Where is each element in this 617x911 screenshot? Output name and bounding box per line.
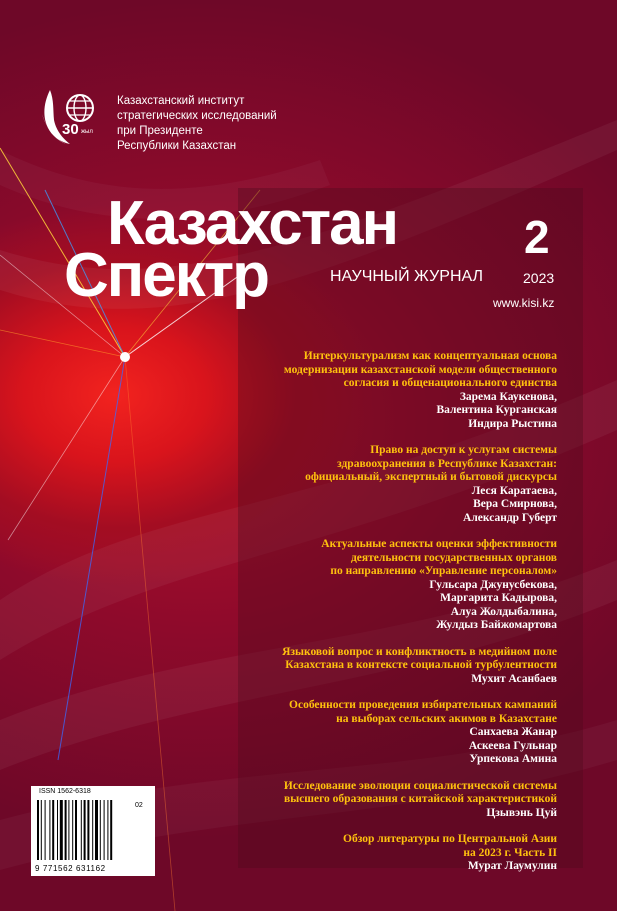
toc-author: Зарема Каукенова,	[459, 390, 557, 403]
toc-title-line: здравоохранения в Республике Казахстан:	[337, 457, 557, 470]
toc-author: Жулдыз Байжомартова	[436, 619, 557, 631]
toc-entry	[227, 699, 557, 767]
toc-author: Цзывэнь Цуй	[486, 806, 557, 819]
toc-title-line: Актуальные аспекты оценки эффективности	[321, 538, 557, 550]
barcode-digits: 9 771562 631162	[35, 864, 106, 873]
issn-barcode	[31, 786, 155, 876]
toc-title-line: на выборах сельских акимов в Казахстане	[336, 712, 557, 725]
barcode-bar	[100, 800, 101, 860]
globe-eagle-emblem-icon	[40, 88, 102, 150]
barcode-bar	[68, 800, 69, 860]
barcode-bar	[107, 800, 108, 860]
toc-entry	[227, 646, 557, 687]
barcode-bar	[84, 800, 86, 860]
barcode-issue-suffix: 02	[135, 802, 143, 809]
toc-title-line: официальный, экспертный и бытовой дискурсы	[305, 471, 557, 483]
toc-title-line: Интеркультурализм как концептуальная основа	[303, 350, 557, 362]
toc-title-line: Языковой вопрос и конфликтность в медийном поле	[282, 645, 557, 658]
barcode-bar	[37, 800, 39, 860]
barcode-bar	[110, 800, 112, 860]
toc-author: Санхаева Жанар	[469, 726, 557, 738]
institute-name-line: при Президенте	[117, 125, 203, 137]
barcode-bar	[87, 800, 89, 860]
issue-year: 2023	[523, 270, 555, 286]
journal-subtitle: НАУЧНЫЙ ЖУРНАЛ	[330, 268, 484, 285]
institute-name-line: стратегических исследований	[117, 110, 277, 122]
journal-title-line2: Спектр	[64, 241, 268, 310]
barcode-bar	[60, 800, 63, 860]
barcode-bar	[72, 800, 73, 860]
barcode-bar	[95, 800, 98, 860]
toc-entry	[227, 833, 557, 874]
issn-label: ISSN 1562-6318	[39, 788, 91, 795]
toc-title-line: Право на доступ к услугам системы	[370, 444, 557, 456]
barcode-bar	[65, 800, 67, 860]
toc-author: Урпекова Амина	[469, 753, 557, 765]
toc-author: Индира Рыстина	[468, 417, 557, 430]
toc-author: Аскеева Гульнар	[468, 739, 557, 752]
toc-entry	[227, 444, 557, 525]
table-of-contents	[227, 350, 557, 887]
logo-years-number: 30	[62, 121, 79, 138]
barcode-bar	[57, 800, 58, 860]
barcode-bars	[37, 800, 133, 862]
barcode-bar	[81, 800, 82, 860]
toc-title-line: на 2023 г. Часть II	[463, 846, 557, 859]
toc-author: Валентина Курганская	[436, 404, 557, 416]
barcode-bar	[75, 800, 77, 860]
barcode-bar	[104, 800, 105, 860]
institute-name-line: Казахстанский институт	[117, 95, 245, 107]
toc-title-line: по направлению «Управление персоналом»	[330, 565, 557, 577]
toc-author: Алуа Жолдыбалина,	[450, 605, 557, 618]
toc-entry	[227, 538, 557, 633]
toc-title-line: высшего образования с китайской характеристикой	[284, 793, 557, 805]
toc-author: Вера Смирнова,	[473, 498, 557, 510]
toc-title-line: Обзор литературы по Центральной Азии	[343, 833, 557, 845]
toc-title-line: модернизации казахстанской модели общественного	[283, 363, 557, 376]
toc-title-line: Исследование эволюции социалистической системы	[283, 779, 557, 792]
toc-author: Мухит Асанбаев	[471, 672, 557, 685]
toc-title-line: Особенности проведения избирательных кампаний	[289, 699, 557, 711]
toc-title-line: согласия и общенационального единства	[343, 377, 557, 389]
toc-entry	[227, 350, 557, 431]
barcode-bar	[49, 800, 50, 860]
toc-author: Леся Каратаева,	[471, 484, 557, 497]
toc-author: Мурат Лаумулин	[467, 860, 557, 872]
barcode-bar	[41, 800, 42, 860]
toc-author: Александр Губерт	[463, 511, 557, 524]
institute-logo	[40, 88, 102, 155]
toc-title-line: Казахстана в контексте социальной турбулентности	[285, 659, 557, 671]
institute-name	[117, 94, 317, 154]
barcode-bar	[45, 800, 46, 860]
journal-title-line1: Казахстан	[107, 189, 398, 258]
toc-author: Гульсара Джунусбекова,	[429, 578, 557, 591]
toc-entry	[227, 780, 557, 821]
issue-number: 2	[524, 211, 550, 263]
institute-name-line: Республики Казахстан	[117, 140, 237, 152]
barcode-bar	[92, 800, 93, 860]
toc-title-line: деятельности государственных органов	[350, 551, 557, 564]
website-link[interactable]: www.kisi.kz	[493, 296, 555, 310]
toc-author: Маргарита Кадырова,	[440, 592, 557, 604]
logo-years-suffix: жыл	[81, 129, 93, 135]
barcode-bar	[52, 800, 54, 860]
